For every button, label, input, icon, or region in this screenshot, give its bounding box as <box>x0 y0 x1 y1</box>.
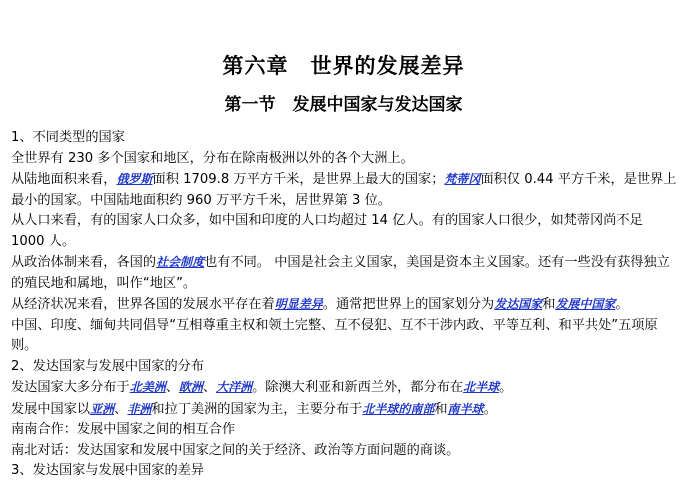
text-run: 。通常把世界上的国家划分为 <box>322 297 495 312</box>
paragraph-economy <box>11 294 679 316</box>
paragraph-five-principles: 中国、印度、缅甸共同倡导“互相尊重主权和领土完整、互不侵犯、互不干涉内政、平等互利、和平共处”五项原则。 <box>11 317 658 353</box>
text-run: 、 <box>202 380 217 395</box>
section-2-heading: 2、发达国家与发展中国家的分布 <box>11 358 205 374</box>
paragraph-developed-distribution <box>11 377 679 399</box>
text-run: 和 <box>434 401 448 417</box>
keyword-obvious-difference: 明显差异 <box>274 297 323 311</box>
text-run: 从经济状况来看，世界各国的发展水平存在着 <box>11 297 275 312</box>
keyword-vatican: 梵蒂冈 <box>444 172 481 186</box>
keyword-oceania: 大洋洲 <box>216 380 253 394</box>
section-title: 第一节 发展中国家与发达国家 <box>224 95 463 115</box>
text-run: 发展中国家以 <box>11 401 91 417</box>
keyword-africa: 非洲 <box>127 401 152 416</box>
text-run: 也有不同。 中国是社会主义国家，美国是资本主义国家。还有一些没有获得独立的殖民地和属地，叫作“地区”。 <box>11 255 670 291</box>
text-run: 面积 1709.8 万平方千米，是世界上最大的国家； <box>152 172 445 187</box>
text-run: 。 <box>499 380 513 395</box>
keyword-developing-countries: 发展中国家 <box>555 297 616 311</box>
keyword-europe: 欧洲 <box>178 380 203 394</box>
keyword-north-america: 北美洲 <box>129 380 166 394</box>
keyword-southern-hemisphere: 南半球 <box>447 401 484 416</box>
paragraph-countries-count: 全世界有 230 多个国家和地区，分布在除南极洲以外的各个大洲上。 <box>11 150 414 166</box>
paragraph-north-south-dialogue: 南北对话：发达国家和发展中国家之间的关于经济、政治等方面问题的商谈。 <box>11 442 460 458</box>
text-run: 、 <box>165 380 179 395</box>
text-run: 、 <box>114 401 128 417</box>
text-run: 和拉丁美洲的国家为主，主要分布于 <box>151 401 363 417</box>
keyword-asia: 亚洲 <box>90 401 115 416</box>
text-run: 。 <box>483 401 497 417</box>
keyword-northern-hemisphere: 北半球 <box>463 380 500 394</box>
text-run: 和 <box>542 297 556 312</box>
paragraph-political-system <box>11 252 679 294</box>
text-run: 从政治体制来看，各国的 <box>11 255 157 270</box>
paragraph-south-south-cooperation: 南南合作：发展中国家之间的相互合作 <box>11 422 236 437</box>
text-run: 发达国家大多分布于 <box>11 380 130 395</box>
text-run: 面积仅 0.44 平方千米，是世界上最小的国家。中国陆地面积约 960 万平方千米，居世界第 3 位。 <box>11 172 677 208</box>
keyword-social-system: 社会制度 <box>156 255 205 269</box>
paragraph-developing-distribution <box>11 399 679 421</box>
keyword-russia: 俄罗斯 <box>116 172 153 186</box>
paragraph-population: 从人口来看，有的国家人口众多，如中国和印度的人口均超过 14 亿人。有的国家人口很少，如梵蒂冈尚不足 1000 人。 <box>11 213 643 249</box>
document-body <box>11 128 679 482</box>
chapter-title: 第六章 世界的发展差异 <box>222 54 465 78</box>
keyword-developed-countries: 发达国家 <box>494 297 543 311</box>
section-1-heading: 1、不同类型的国家 <box>11 130 125 145</box>
text-run: 。除澳大利亚和新西兰外，都分布在 <box>252 380 464 395</box>
keyword-south-of-northern-hemisphere: 北半球的南部 <box>362 401 435 416</box>
text-run: 。 <box>615 297 629 312</box>
section-3-heading: 3、发达国家与发展中国家的差异 <box>11 463 205 478</box>
paragraph-land-area <box>11 169 679 211</box>
text-run: 从陆地面积来看， <box>11 172 117 187</box>
